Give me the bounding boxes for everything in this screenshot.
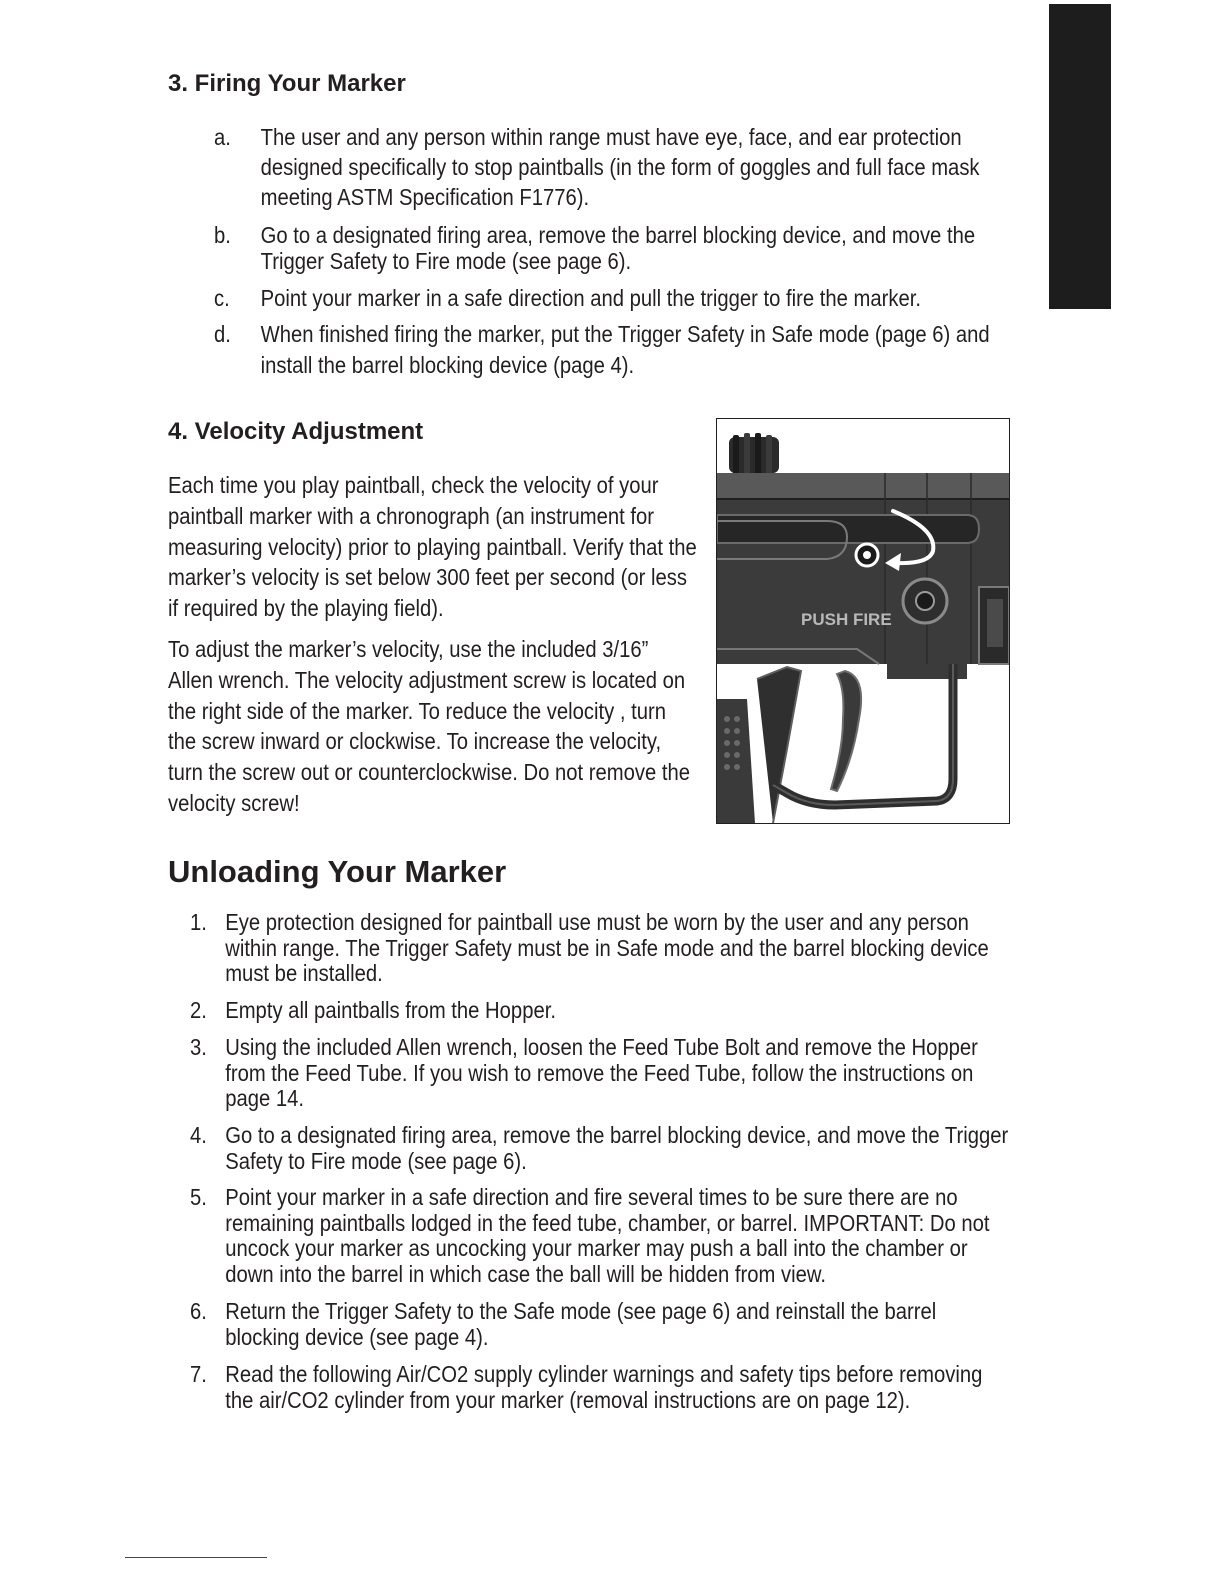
text-line: Go to a designated firing area, remove the barrel blocking device, and move the Trigger <box>225 1122 1009 1148</box>
text-line: turn the screw out or counterclockwise. Do not remove the <box>168 759 690 786</box>
velocity-screw-figure <box>716 418 1010 824</box>
text-line: meeting ASTM Specification F1776). <box>260 184 590 210</box>
text-line: down into the barrel in which case the ball will be hidden from view. <box>225 1260 826 1287</box>
text-line: Allen wrench. The velocity adjustment screw is located on <box>168 666 686 693</box>
text-line: velocity screw! <box>168 789 300 816</box>
velocity-paragraph-2 <box>168 634 724 819</box>
list-item-text <box>261 125 1035 211</box>
list-marker: 7. <box>190 1361 207 1387</box>
list-item-text <box>261 223 1035 274</box>
text-line: Each time you play paintball, check the velocity of your <box>168 472 659 498</box>
list-item-text <box>225 910 1074 987</box>
text-line: Empty all paintballs from the Hopper. <box>225 997 556 1023</box>
text-line: Using the included Allen wrench, loosen the Feed Tube Bolt and remove the Hopper <box>225 1034 978 1060</box>
footnote-rule <box>125 1557 267 1558</box>
list-marker: d. <box>214 321 231 347</box>
list-item-text <box>225 1362 1074 1413</box>
list-marker: c. <box>214 285 230 311</box>
list-item-text <box>225 1185 1074 1287</box>
firing-section-title: 3. Firing Your Marker <box>168 70 406 97</box>
text-line: Read the following Air/CO2 supply cylinder warnings and safety tips before removing <box>225 1361 983 1387</box>
text-line: paintball marker with a chronograph (an instrument for <box>168 502 655 529</box>
text-line: The user and any person within range must have eye, face, and ear protection <box>260 124 962 150</box>
list-marker: 2. <box>190 997 207 1023</box>
list-marker: 1. <box>190 909 207 935</box>
list-marker: 4. <box>190 1122 207 1148</box>
text-line: the screw inward or clockwise. To increase the velocity, <box>168 728 662 755</box>
text-line: To adjust the marker’s velocity, use the included 3/16” <box>168 636 649 662</box>
list-marker: 3. <box>190 1034 207 1060</box>
text-line: measuring velocity) prior to playing paintball. Verify that the <box>168 533 697 560</box>
list-item-text <box>225 998 1074 1024</box>
marker-illustration <box>717 419 1009 823</box>
list-item-text <box>225 1123 1074 1174</box>
velocity-paragraph-1 <box>168 470 724 624</box>
text-line: page 14. <box>225 1085 304 1111</box>
text-line: marker’s velocity is set below 300 feet per second (or less <box>168 564 687 591</box>
text-line: if required by the playing field). <box>168 595 444 622</box>
text-line: blocking device (see page 4). <box>225 1323 489 1350</box>
text-line: the right side of the marker. To reduce the velocity , turn <box>168 697 667 724</box>
list-item-text <box>261 322 1035 378</box>
text-line: must be installed. <box>225 960 383 986</box>
text-line: Go to a designated firing area, remove the barrel blocking device, and move the <box>260 222 976 248</box>
list-item-text <box>225 1299 1074 1350</box>
text-line: Trigger Safety to Fire mode (see page 6). <box>260 247 632 274</box>
text-line: Point your marker in a safe direction and fire several times to be sure there are no <box>225 1184 958 1210</box>
text-line: from the Feed Tube. If you wish to remove the Feed Tube, follow the instructions on <box>225 1059 974 1086</box>
text-line: uncock your marker as uncocking your marker may push a ball into the chamber or <box>225 1235 968 1261</box>
text-line: designed specifically to stop paintballs (in the form of goggles and full face mask <box>260 154 980 180</box>
text-line: remaining paintballs lodged in the feed tube, chamber, or barrel. IMPORTANT: Do not <box>225 1209 990 1236</box>
text-line: Eye protection designed for paintball use must be worn by the user and any person <box>225 909 969 935</box>
text-line: When finished firing the marker, put the Trigger Safety in Safe mode (page 6) and <box>260 321 990 347</box>
text-line: install the barrel blocking device (page 4). <box>260 351 635 378</box>
list-item-text <box>261 286 1035 312</box>
list-marker: a. <box>214 124 231 150</box>
top-knob-icon <box>729 433 779 475</box>
list-marker: 6. <box>190 1298 207 1324</box>
velocity-section-title: 4. Velocity Adjustment <box>168 418 424 445</box>
text-line: within range. The Trigger Safety must be in Safe mode and the barrel blocking device <box>225 934 989 961</box>
push-fire-label: PUSH FIRE <box>801 610 892 629</box>
text-line: Return the Trigger Safety to the Safe mode (see page 6) and reinstall the barrel <box>225 1298 937 1324</box>
text-line: Safety to Fire mode (see page 6). <box>225 1147 527 1174</box>
list-marker: 5. <box>190 1184 207 1210</box>
unloading-section-title: Unloading Your Marker <box>168 854 507 889</box>
list-marker: b. <box>214 222 231 248</box>
text-line: the air/CO2 cylinder from your marker (removal instructions are on page 12). <box>225 1386 911 1413</box>
text-line: Point your marker in a safe direction and pull the trigger to fire the marker. <box>260 285 922 311</box>
list-item-text <box>225 1035 1074 1112</box>
section-tab-marker <box>1049 4 1111 309</box>
